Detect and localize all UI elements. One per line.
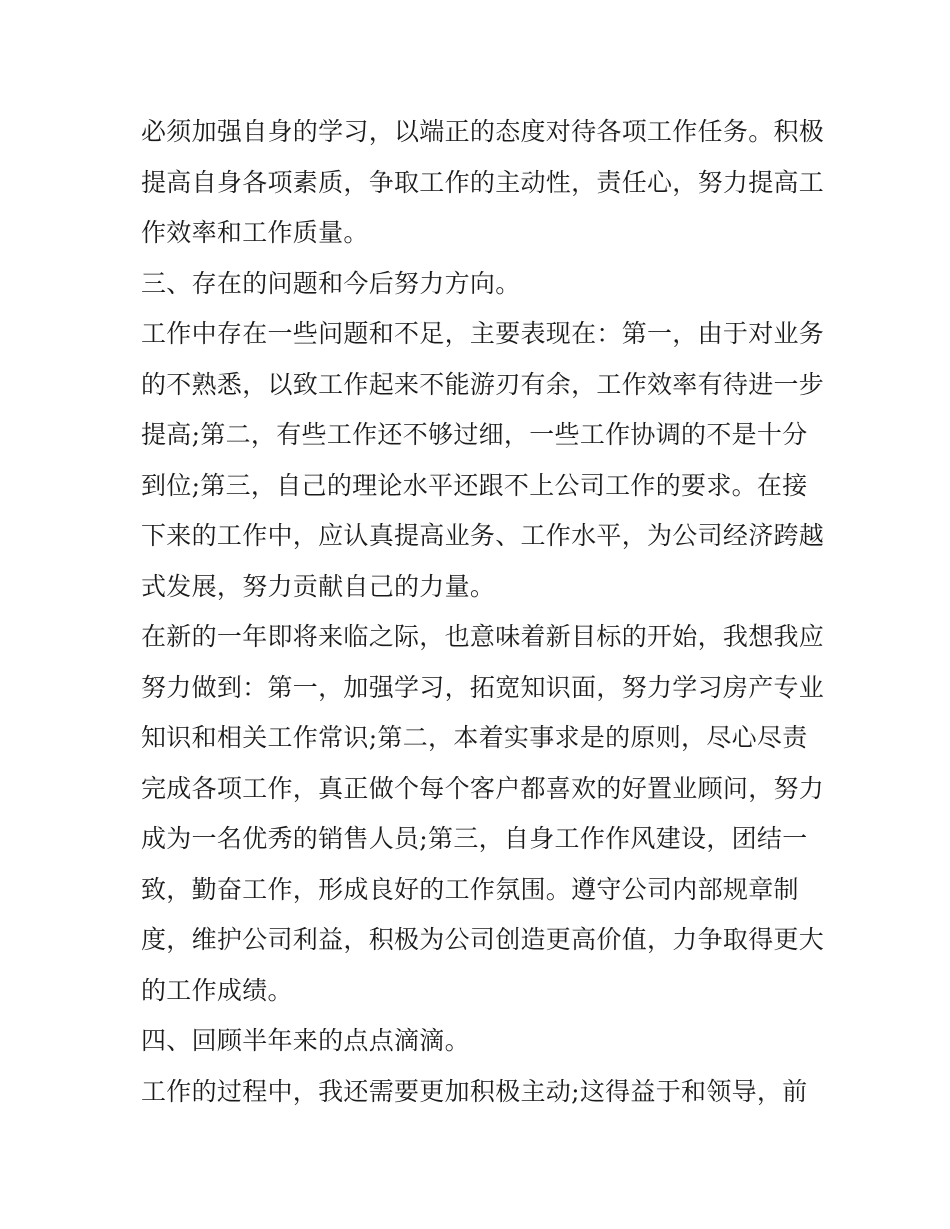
text-line: 在新的一年即将来临之际，也意味着新目标的开始，我想我应 <box>141 622 825 651</box>
text-line: 提高自身各项素质，争取工作的主动性，责任心，努力提高工 <box>141 167 825 197</box>
section-heading-4: 四、回顾半年来的点点滴滴。 <box>141 1026 470 1055</box>
text-line: 下来的工作中，应认真提高业务、工作水平，为公司经济跨越 <box>141 521 825 550</box>
text-line: 的不熟悉，以致工作起来不能游刃有余，工作效率有待进一步 <box>141 369 825 399</box>
section-heading-3: 三、存在的问题和今后努力方向。 <box>141 268 521 298</box>
text-line: 努力做到：第一，加强学习，拓宽知识面，努力学习房产专业 <box>141 672 825 702</box>
text-line: 致，勤奋工作，形成良好的工作氛围。遵守公司内部规章制 <box>141 874 799 904</box>
text-line: 到位;第三，自己的理论水平还跟不上公司工作的要求。在接 <box>141 470 808 500</box>
text-line: 工作的过程中，我还需要更加积极主动;这得益于和领导，前 <box>141 1076 808 1106</box>
text-line: 完成各项工作，真正做个每个客户都喜欢的好置业顾问，努力 <box>141 773 825 803</box>
document-body <box>141 107 825 1117</box>
text-line: 必须加强自身的学习，以端正的态度对待各项工作任务。积极 <box>141 117 825 146</box>
text-line: 成为一名优秀的销售人员;第三，自身工作作风建设，团结一 <box>141 824 808 853</box>
text-line: 作效率和工作质量。 <box>141 218 369 247</box>
text-line: 提高;第二，有些工作还不够过细，一些工作协调的不是十分 <box>141 420 808 449</box>
text-line: 工作中存在一些问题和不足，主要表现在：第一，由于对业务 <box>141 319 825 348</box>
text-line: 度，维护公司利益，积极为公司创造更高价值，力争取得更大 <box>141 925 825 954</box>
text-line: 式发展，努力贡献自己的力量。 <box>141 571 496 601</box>
text-line: 的工作成绩。 <box>141 975 293 1005</box>
text-line: 知识和相关工作常识;第二，本着实事求是的原则，尽心尽责 <box>141 723 808 752</box>
